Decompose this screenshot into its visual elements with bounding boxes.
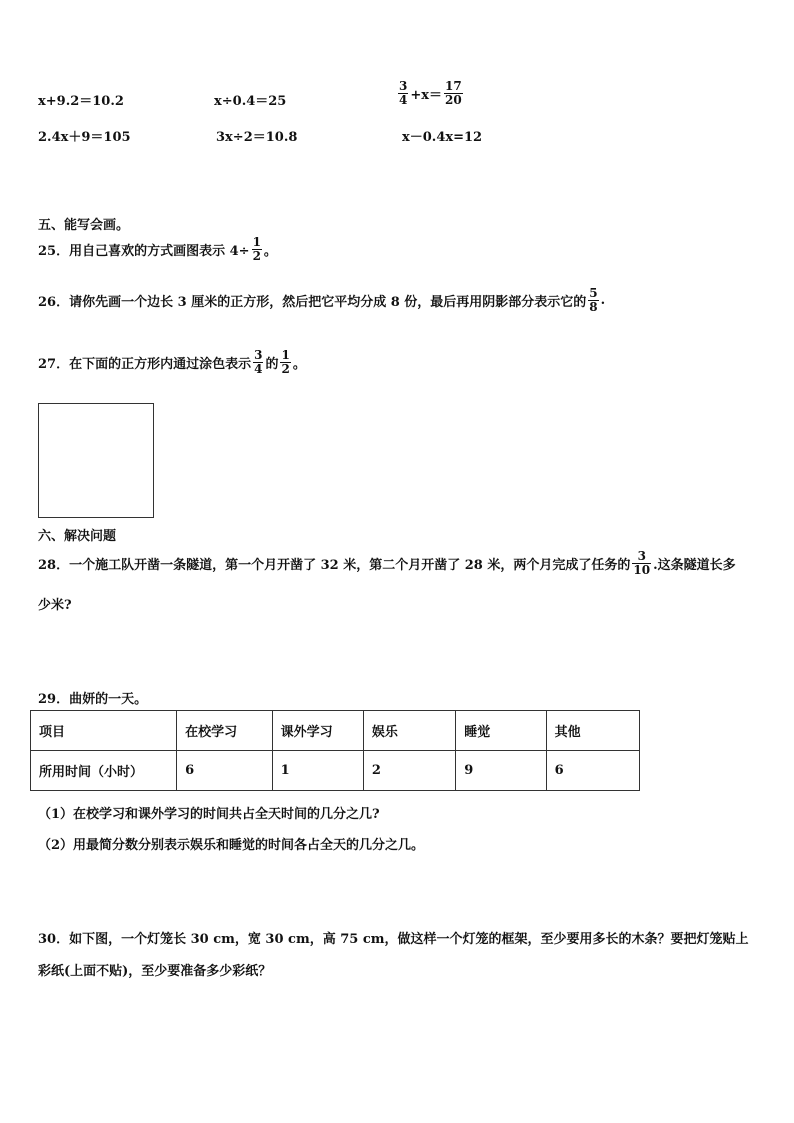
schedule-table <box>30 710 640 791</box>
table-cell: 6 <box>177 751 272 791</box>
table-header-cell: 睡觉 <box>456 711 546 751</box>
fraction: $\frac{3}{4}$ <box>254 348 263 376</box>
table-header-cell: 课外学习 <box>272 711 363 751</box>
section-title-5: 五、能写会画。 <box>38 218 130 233</box>
question-27: 27．在下面的正方形内通过涂色表示 $\frac{3}{4}$ 的 $\frac{1}{2}$ 。 <box>38 348 306 376</box>
equation-2: x÷0.4＝25 <box>214 94 287 109</box>
table-cell: 所用时间（小时） <box>31 751 177 791</box>
equation-4: 2.4x＋9＝105 <box>38 130 131 145</box>
question-25: 25．用自己喜欢的方式画图表示 4÷ $\frac{1}{2}$ 。 <box>38 235 277 263</box>
fraction: $\frac{5}{8}$ <box>589 286 598 314</box>
table-header-row <box>31 711 640 751</box>
fraction: $\frac{3}{10}$ <box>633 549 651 577</box>
section-title-6: 六、解决问题 <box>38 529 117 544</box>
question-30-line1: 30．如下图，一个灯笼长 30 cm，宽 30 cm，高 75 cm，做这样一个灯笼的框架，至少要用多长的木条？要把灯笼贴上 <box>38 932 749 947</box>
question-29-title: 29．曲妍的一天。 <box>38 692 148 707</box>
question-30-line2: 彩纸(上面不贴)，至少要准备多少彩纸？ <box>38 964 272 979</box>
table-cell: 2 <box>363 751 455 791</box>
drawing-square[interactable] <box>38 403 154 518</box>
fraction: $\frac{3}{4}$ <box>399 79 408 107</box>
question-29-sub1: （1）在校学习和课外学习的时间共占全天时间的几分之几? <box>38 807 380 822</box>
table-row <box>31 751 640 791</box>
equation-1: x+9.2＝10.2 <box>38 94 124 109</box>
question-28-line2: 少米? <box>38 598 72 613</box>
fraction: $\frac{17}{20}$ <box>445 79 462 107</box>
equation-5: 3x÷2＝10.8 <box>216 130 298 145</box>
table-cell: 6 <box>546 751 639 791</box>
table-header-cell: 在校学习 <box>177 711 272 751</box>
table-cell: 9 <box>456 751 546 791</box>
table-cell: 1 <box>272 751 363 791</box>
question-26: 26．请你先画一个边长 3 厘米的正方形，然后把它平均分成 8 份，最后再用阴影部分表示它的 $\frac{5}{8}$ . <box>38 286 606 314</box>
table-header-cell: 项目 <box>31 711 177 751</box>
question-29-sub2: （2）用最简分数分别表示娱乐和睡觉的时间各占全天的几分之几。 <box>38 838 425 853</box>
question-28: 28．一个施工队开凿一条隧道，第一个月开凿了 32 米，第二个月开凿了 28 米，两个月完成了任务的 $\frac{3}{10}$ .这条隧道长多 <box>38 549 736 577</box>
equation-6: x－0.4x=12 <box>402 130 483 145</box>
table-header-cell: 其他 <box>546 711 639 751</box>
table-header-cell: 娱乐 <box>363 711 455 751</box>
equation-3: $\frac{3}{4}$ +x＝ $\frac{17}{20}$ <box>399 79 462 107</box>
fraction: $\frac{1}{2}$ <box>281 348 290 376</box>
fraction: $\frac{1}{2}$ <box>252 235 261 263</box>
